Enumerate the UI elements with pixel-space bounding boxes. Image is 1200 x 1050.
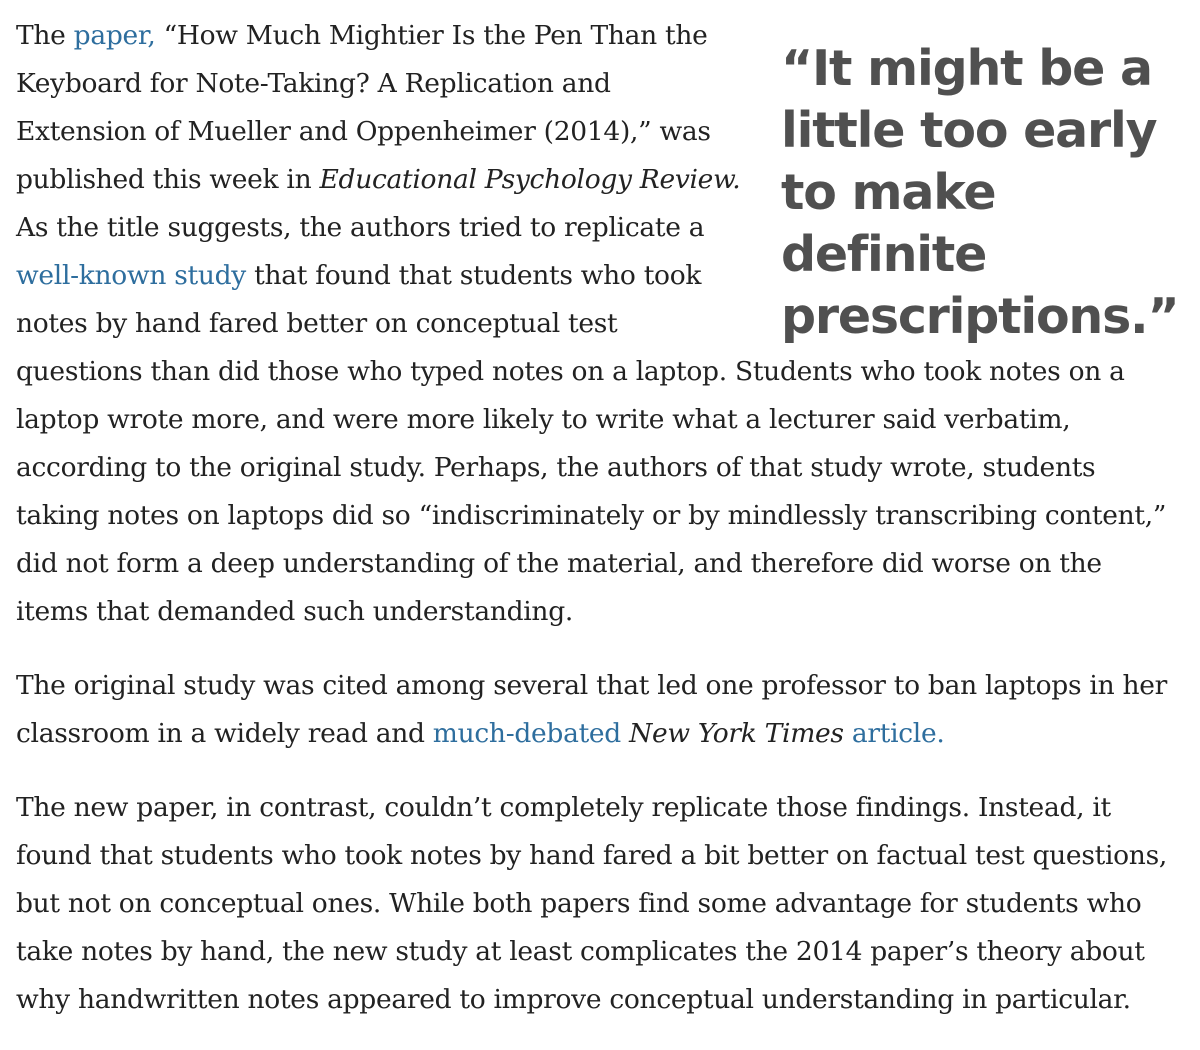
nyt-article-link[interactable] [433,718,945,749]
article-body [16,12,1179,1050]
nyt-link-text-a: much-debated [432,718,630,749]
paragraph-3: The new paper, in contrast, couldn’t completely replicate those findings. Instead, it found that students who took notes by hand fared a bit better on factual test questions, but not on conceptual ones. While both papers find some advantage for students who take notes by hand, the new study at least complicates the 2014 paper’s theory about why handwritten notes appeared to improve conceptual understanding in particular. [16,792,1167,1015]
paragraph-2 [16,662,1176,758]
journal-name: Educational Psychology Review. [319,164,741,195]
pull-quote: “It might be a little too early to make definite prescriptions.” [781,40,1179,345]
para1-text-2: As the title suggests, the authors tried to replicate a [16,212,705,243]
para1-text-1: “How Much Mightier Is the Pen Than the Keyboard for Note-Taking? A Replication and Extension of Mueller and Oppenheimer (2014),” was published this week in [16,20,711,195]
well-known-study-link[interactable]: well-known study [16,260,246,291]
para2-text-1: The original study was cited among several that led one professor to ban laptops in her classroom in a widely read and [16,670,1167,749]
nyt-name: New York Times [629,718,844,749]
nyt-link-text-b: article. [843,718,945,749]
para1-text-3: that found that students who took notes by hand fared better on conceptual test questions than did those who typed notes on a laptop. Students who took notes on a laptop wrote more, and were more likely to write what a lecturer said verbatim, according to the original study. Perhaps, the authors of that study wrote, students taking notes on laptops did so “indiscriminately or by mindlessly transcribing content,” did not form a deep understanding of the material, and therefore did worse on the items that demanded such understanding. [16,260,1167,627]
paper-link[interactable]: paper, [73,20,156,51]
para1-intro: The [16,20,74,51]
